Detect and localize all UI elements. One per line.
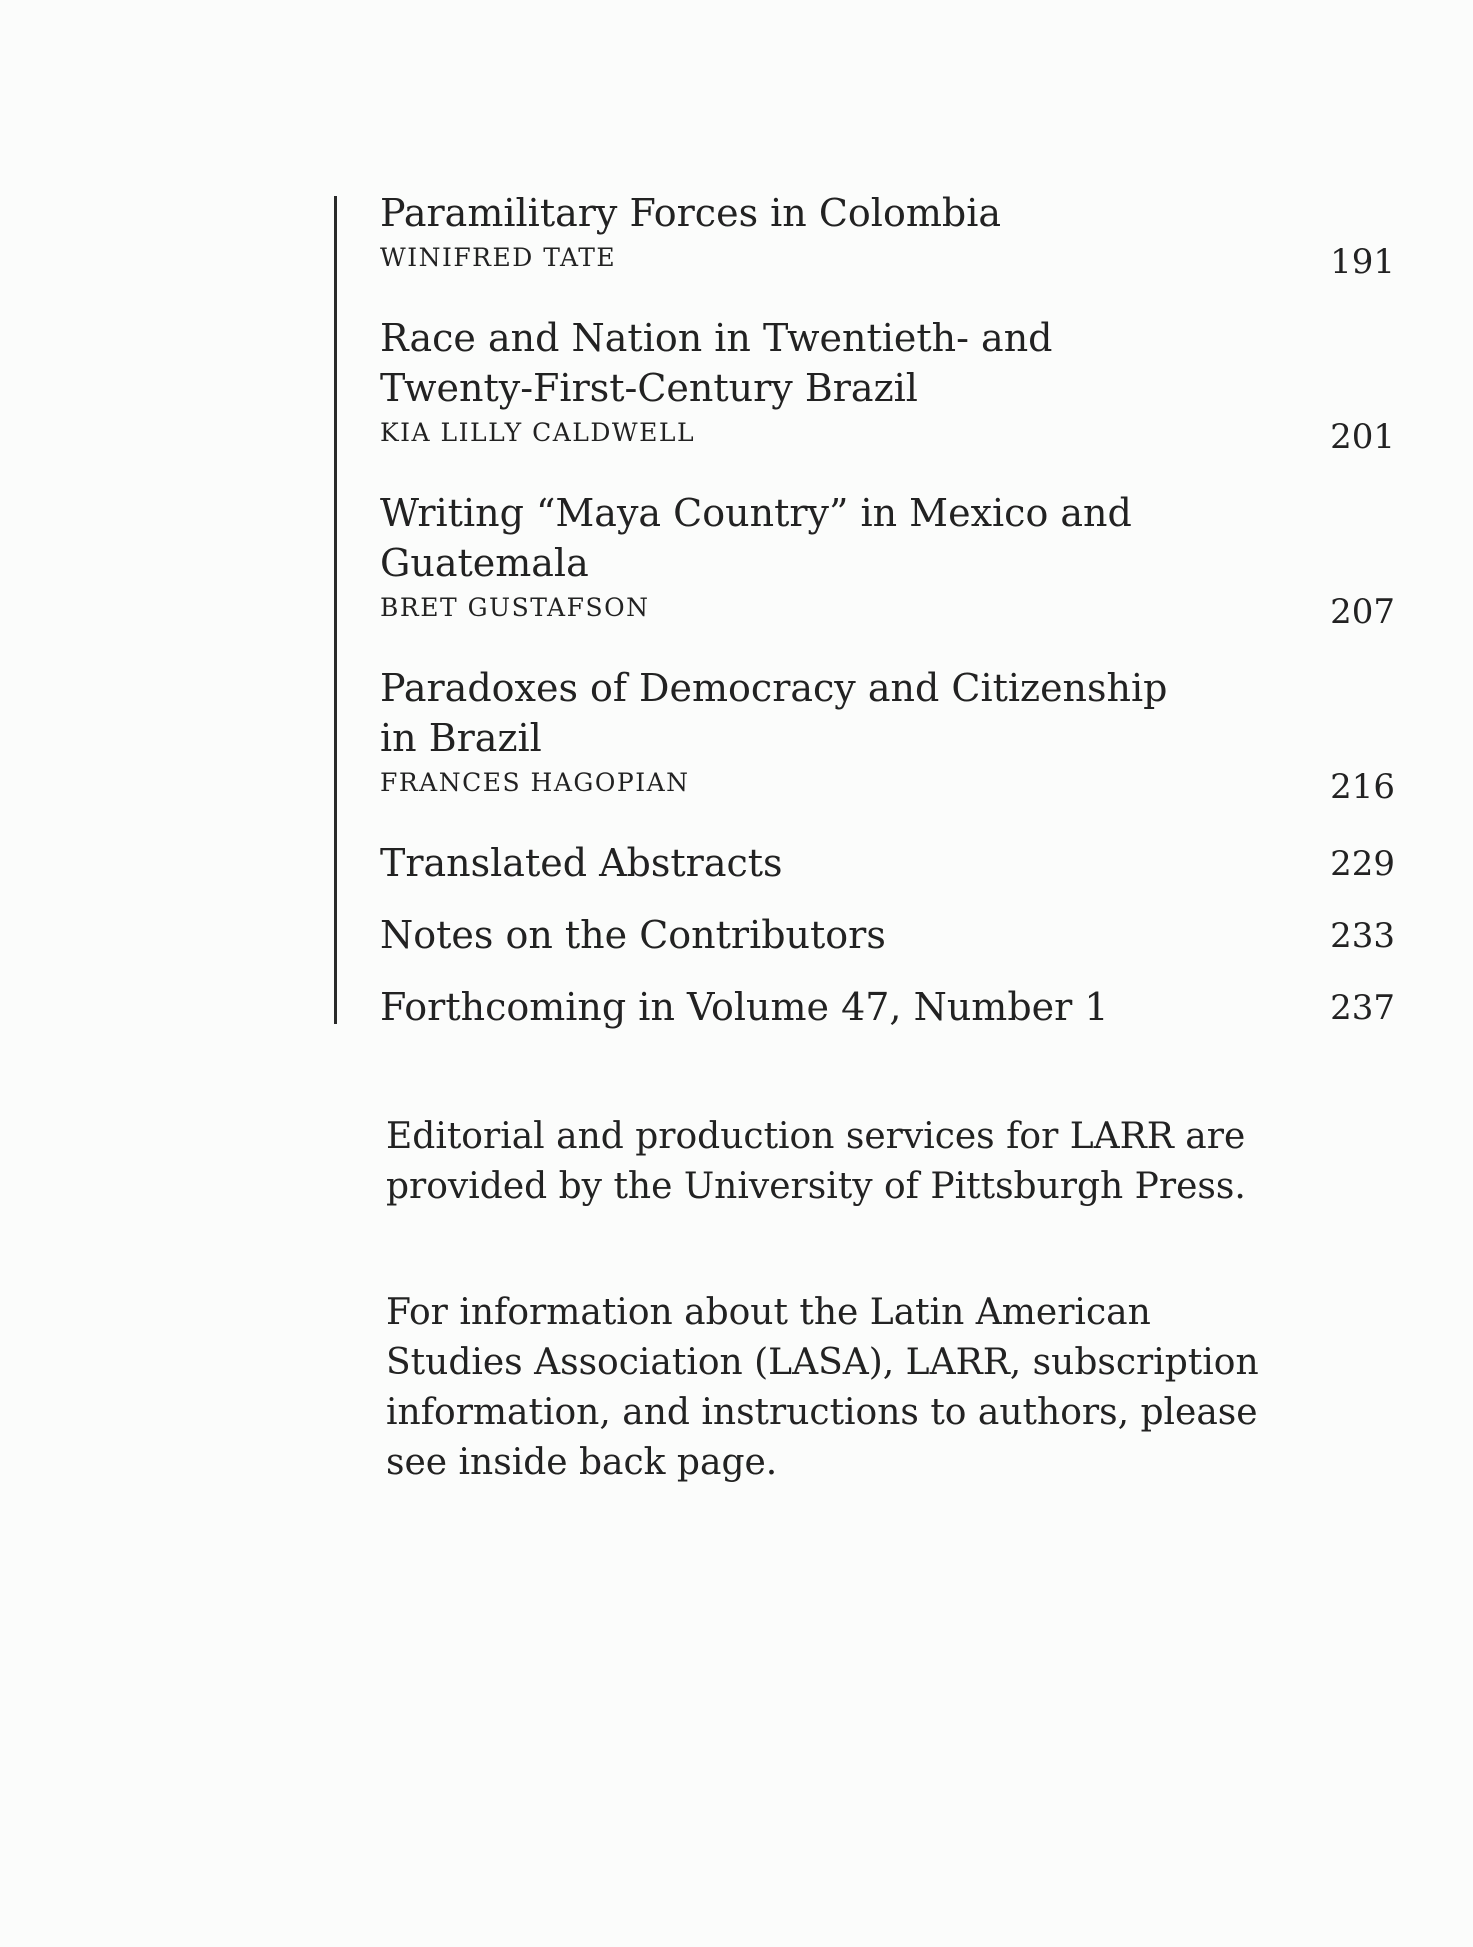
note-line: Studies Association (LASA), LARR, subscription xyxy=(386,1342,1259,1383)
entry-page-number: 229 xyxy=(1330,844,1395,884)
entry-author: WINIFRED TATE xyxy=(380,243,617,272)
entry-page-number: 233 xyxy=(1330,916,1395,956)
vertical-rule xyxy=(334,196,337,1024)
entry-title-line1: Writing “Maya Country” in Mexico and xyxy=(380,491,1132,535)
entry-title-line1: Paradoxes of Democracy and Citizenship xyxy=(380,666,1168,710)
toc-entry xyxy=(380,488,1395,632)
entry-title: Forthcoming in Volume 47, Number 1 xyxy=(380,985,1109,1029)
entry-title-line2: Guatemala xyxy=(380,541,589,585)
entry-title: Translated Abstracts xyxy=(380,841,783,885)
entry-title-line2: in Brazil xyxy=(380,716,542,760)
toc-entry xyxy=(380,313,1395,457)
entry-page-number: 191 xyxy=(1330,242,1395,282)
entry-page-number: 201 xyxy=(1330,417,1395,457)
info-note xyxy=(386,1288,1306,1488)
entry-title: Paramilitary Forces in Colombia xyxy=(380,191,1002,235)
toc-entry xyxy=(380,982,1395,1032)
entry-author: FRANCES HAGOPIAN xyxy=(380,768,690,797)
toc-entry xyxy=(380,188,1395,282)
entry-title: Notes on the Contributors xyxy=(380,913,886,957)
entry-page-number: 216 xyxy=(1330,767,1395,807)
note-line: For information about the Latin American xyxy=(386,1292,1151,1333)
note-line: Editorial and production services for LARR are xyxy=(386,1116,1246,1157)
entry-title-line1: Race and Nation in Twentieth- and xyxy=(380,316,1053,360)
editorial-note xyxy=(386,1112,1306,1212)
entry-author: BRET GUSTAFSON xyxy=(380,593,650,622)
toc-entry xyxy=(380,910,1395,960)
entry-page-number: 237 xyxy=(1330,988,1395,1028)
toc-entry xyxy=(380,663,1395,807)
entry-title-line2: Twenty-First-Century Brazil xyxy=(380,366,918,410)
entry-author: KIA LILLY CALDWELL xyxy=(380,418,696,447)
note-line: information, and instructions to authors, please xyxy=(386,1392,1258,1433)
note-line: see inside back page. xyxy=(386,1442,778,1483)
note-line: provided by the University of Pittsburgh Press. xyxy=(386,1166,1246,1207)
toc-entry xyxy=(380,838,1395,888)
entry-page-number: 207 xyxy=(1330,592,1395,632)
